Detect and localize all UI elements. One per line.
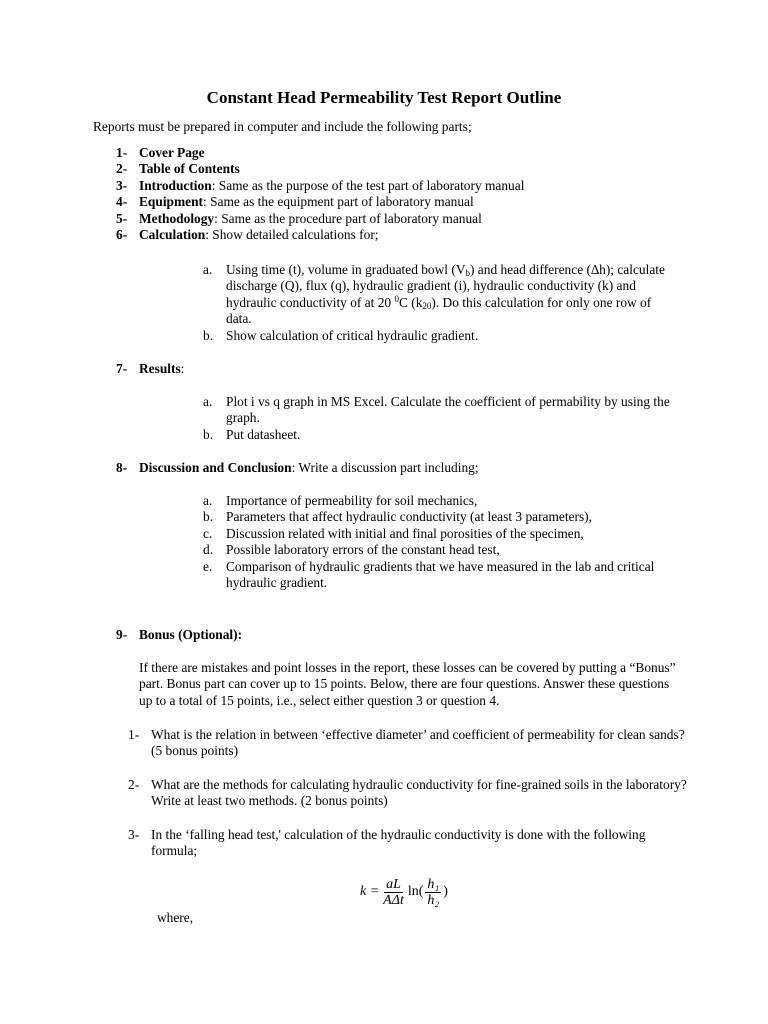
item-label: Discussion and Conclusion: [139, 460, 292, 475]
question-number: 2-: [128, 777, 140, 792]
text-segment: ) and head difference (∆h); calculate discharge (Q), flux (q), hydraulic gradient (i), hydraulic conductivity (k) and hydraulic conductivity of at 20: [226, 262, 665, 310]
item-number: 1-: [116, 145, 128, 160]
fraction-denominator: AΔt: [383, 892, 404, 908]
calculation-subitems: [203, 262, 673, 344]
item-text: Comparison of hydraulic gradients that we have measured in the lab and critical hydraulic gradient.: [226, 558, 655, 591]
item-number: 5-: [116, 210, 128, 226]
intro-text: Reports must be prepared in computer and include the following parts;: [93, 119, 472, 134]
item-letter: b.: [203, 426, 214, 442]
question-text: What are the methods for calculating hydraulic conductivity for fine-grained soils in the laboratory? Write at least two methods. (2 bonus points): [151, 777, 687, 809]
list-item: [116, 161, 524, 177]
fraction-denominator: h₂: [427, 892, 440, 908]
item-number: 9-: [116, 627, 128, 642]
item-text: : Show detailed calculations for;: [205, 227, 379, 243]
item-label: Bonus (Optional):: [139, 627, 243, 642]
item-text: Plot i vs q graph in MS Excel. Calculate the coefficient of permability by using the graph.: [226, 394, 670, 426]
item-letter: d.: [203, 542, 214, 558]
list-item: [203, 559, 673, 592]
item-letter: a.: [203, 262, 213, 277]
item-text: Parameters that affect hydraulic conductivity (at least 3 parameters),: [226, 509, 592, 525]
list-item: [116, 194, 524, 210]
list-item: [203, 262, 673, 328]
formula-head-ratio: [425, 877, 441, 908]
item-text: [226, 262, 673, 328]
item-letter: e.: [203, 558, 213, 574]
list-item: [203, 394, 673, 427]
question-text: What is the relation in between ‘effective diameter’ and coefficient of permeability for clean sands? (5 bonus points): [151, 727, 685, 759]
list-item: [203, 526, 673, 542]
item-text: Put datasheet.: [226, 426, 301, 442]
list-item: [203, 427, 673, 443]
formula-fraction: [381, 877, 406, 908]
bonus-paragraph: If there are mistakes and point losses in the report, these losses can be covered by putting a “Bonus” part. Bonus part can cover up to 15 points. Below, there are four questions. Answer these questions up to a total of 15 points, i.e., select either question 3 or question 4.: [139, 660, 676, 708]
subscript: b: [465, 268, 470, 278]
bonus-heading: [116, 627, 242, 643]
item-text: : Same as the purpose of the test part of laboratory manual: [211, 177, 525, 193]
list-item: [203, 493, 673, 509]
item-letter: b.: [203, 509, 214, 525]
results-heading: [116, 361, 184, 377]
fraction-numerator: h₁: [427, 876, 440, 892]
results-subitems: [203, 394, 673, 443]
question-number: 1-: [128, 727, 140, 742]
list-item: [203, 509, 673, 525]
discussion-heading: [116, 460, 479, 476]
subscript: 20: [422, 300, 432, 311]
item-label: Methodology: [139, 210, 215, 226]
item-label: Introduction: [139, 177, 212, 193]
where-text: where,: [157, 910, 194, 925]
item-text: Possible laboratory errors of the constant head test,: [226, 542, 500, 558]
item-number: 2-: [116, 161, 128, 177]
superscript: 0: [394, 293, 399, 304]
bonus-question: [128, 827, 688, 860]
item-text: Importance of permeability for soil mechanics,: [226, 493, 478, 508]
item-text: : Write a discussion part including;: [291, 460, 479, 475]
formula-close: ): [443, 883, 448, 899]
item-number: 3-: [116, 177, 128, 193]
item-number: 7-: [116, 361, 128, 376]
item-number: 8-: [116, 460, 128, 475]
report-parts-list: [116, 145, 524, 243]
list-item: [116, 178, 524, 194]
fraction-numerator: aL: [386, 876, 401, 892]
formula-lhs: k =: [360, 883, 380, 899]
bonus-question: [128, 727, 688, 760]
item-text: Show calculation of critical hydraulic gradient.: [226, 327, 479, 343]
item-text: Discussion related with initial and final porosities of the specimen,: [226, 525, 584, 541]
item-label: Results: [139, 361, 181, 376]
item-letter: a.: [203, 394, 213, 409]
item-label: Cover Page: [139, 145, 205, 160]
item-number: 6-: [116, 227, 128, 243]
list-item: [203, 328, 673, 344]
item-letter: a.: [203, 493, 213, 508]
formula-ln: ln(: [407, 883, 424, 899]
item-label: Equipment: [139, 194, 203, 210]
page-title: Constant Head Permeability Test Report Outline: [206, 88, 562, 107]
list-item: [116, 145, 524, 161]
item-letter: c.: [203, 525, 213, 541]
item-text: :: [180, 361, 185, 376]
bonus-question: [128, 777, 688, 810]
list-item: [116, 227, 524, 243]
question-text: In the ‘falling head test,' calculation of the hydraulic conductivity is done with the following formula;: [151, 827, 646, 859]
item-number: 4-: [116, 194, 128, 210]
item-text: : Same as the procedure part of laboratory manual: [214, 210, 482, 226]
item-label: Table of Contents: [139, 161, 240, 177]
text-segment: C (k: [398, 294, 423, 310]
discussion-subitems: [203, 493, 673, 591]
list-item: [203, 542, 673, 558]
list-item: [116, 211, 524, 227]
question-number: 3-: [128, 827, 140, 842]
item-letter: b.: [203, 327, 214, 343]
text-segment: Using time (t), volume in graduated bowl (V: [226, 262, 466, 277]
text-segment: ). Do this calculation for only one row of data.: [226, 294, 652, 327]
item-text: : Same as the equipment part of laboratory manual: [203, 194, 474, 210]
falling-head-formula: [360, 872, 448, 912]
item-label: Calculation: [139, 227, 206, 243]
